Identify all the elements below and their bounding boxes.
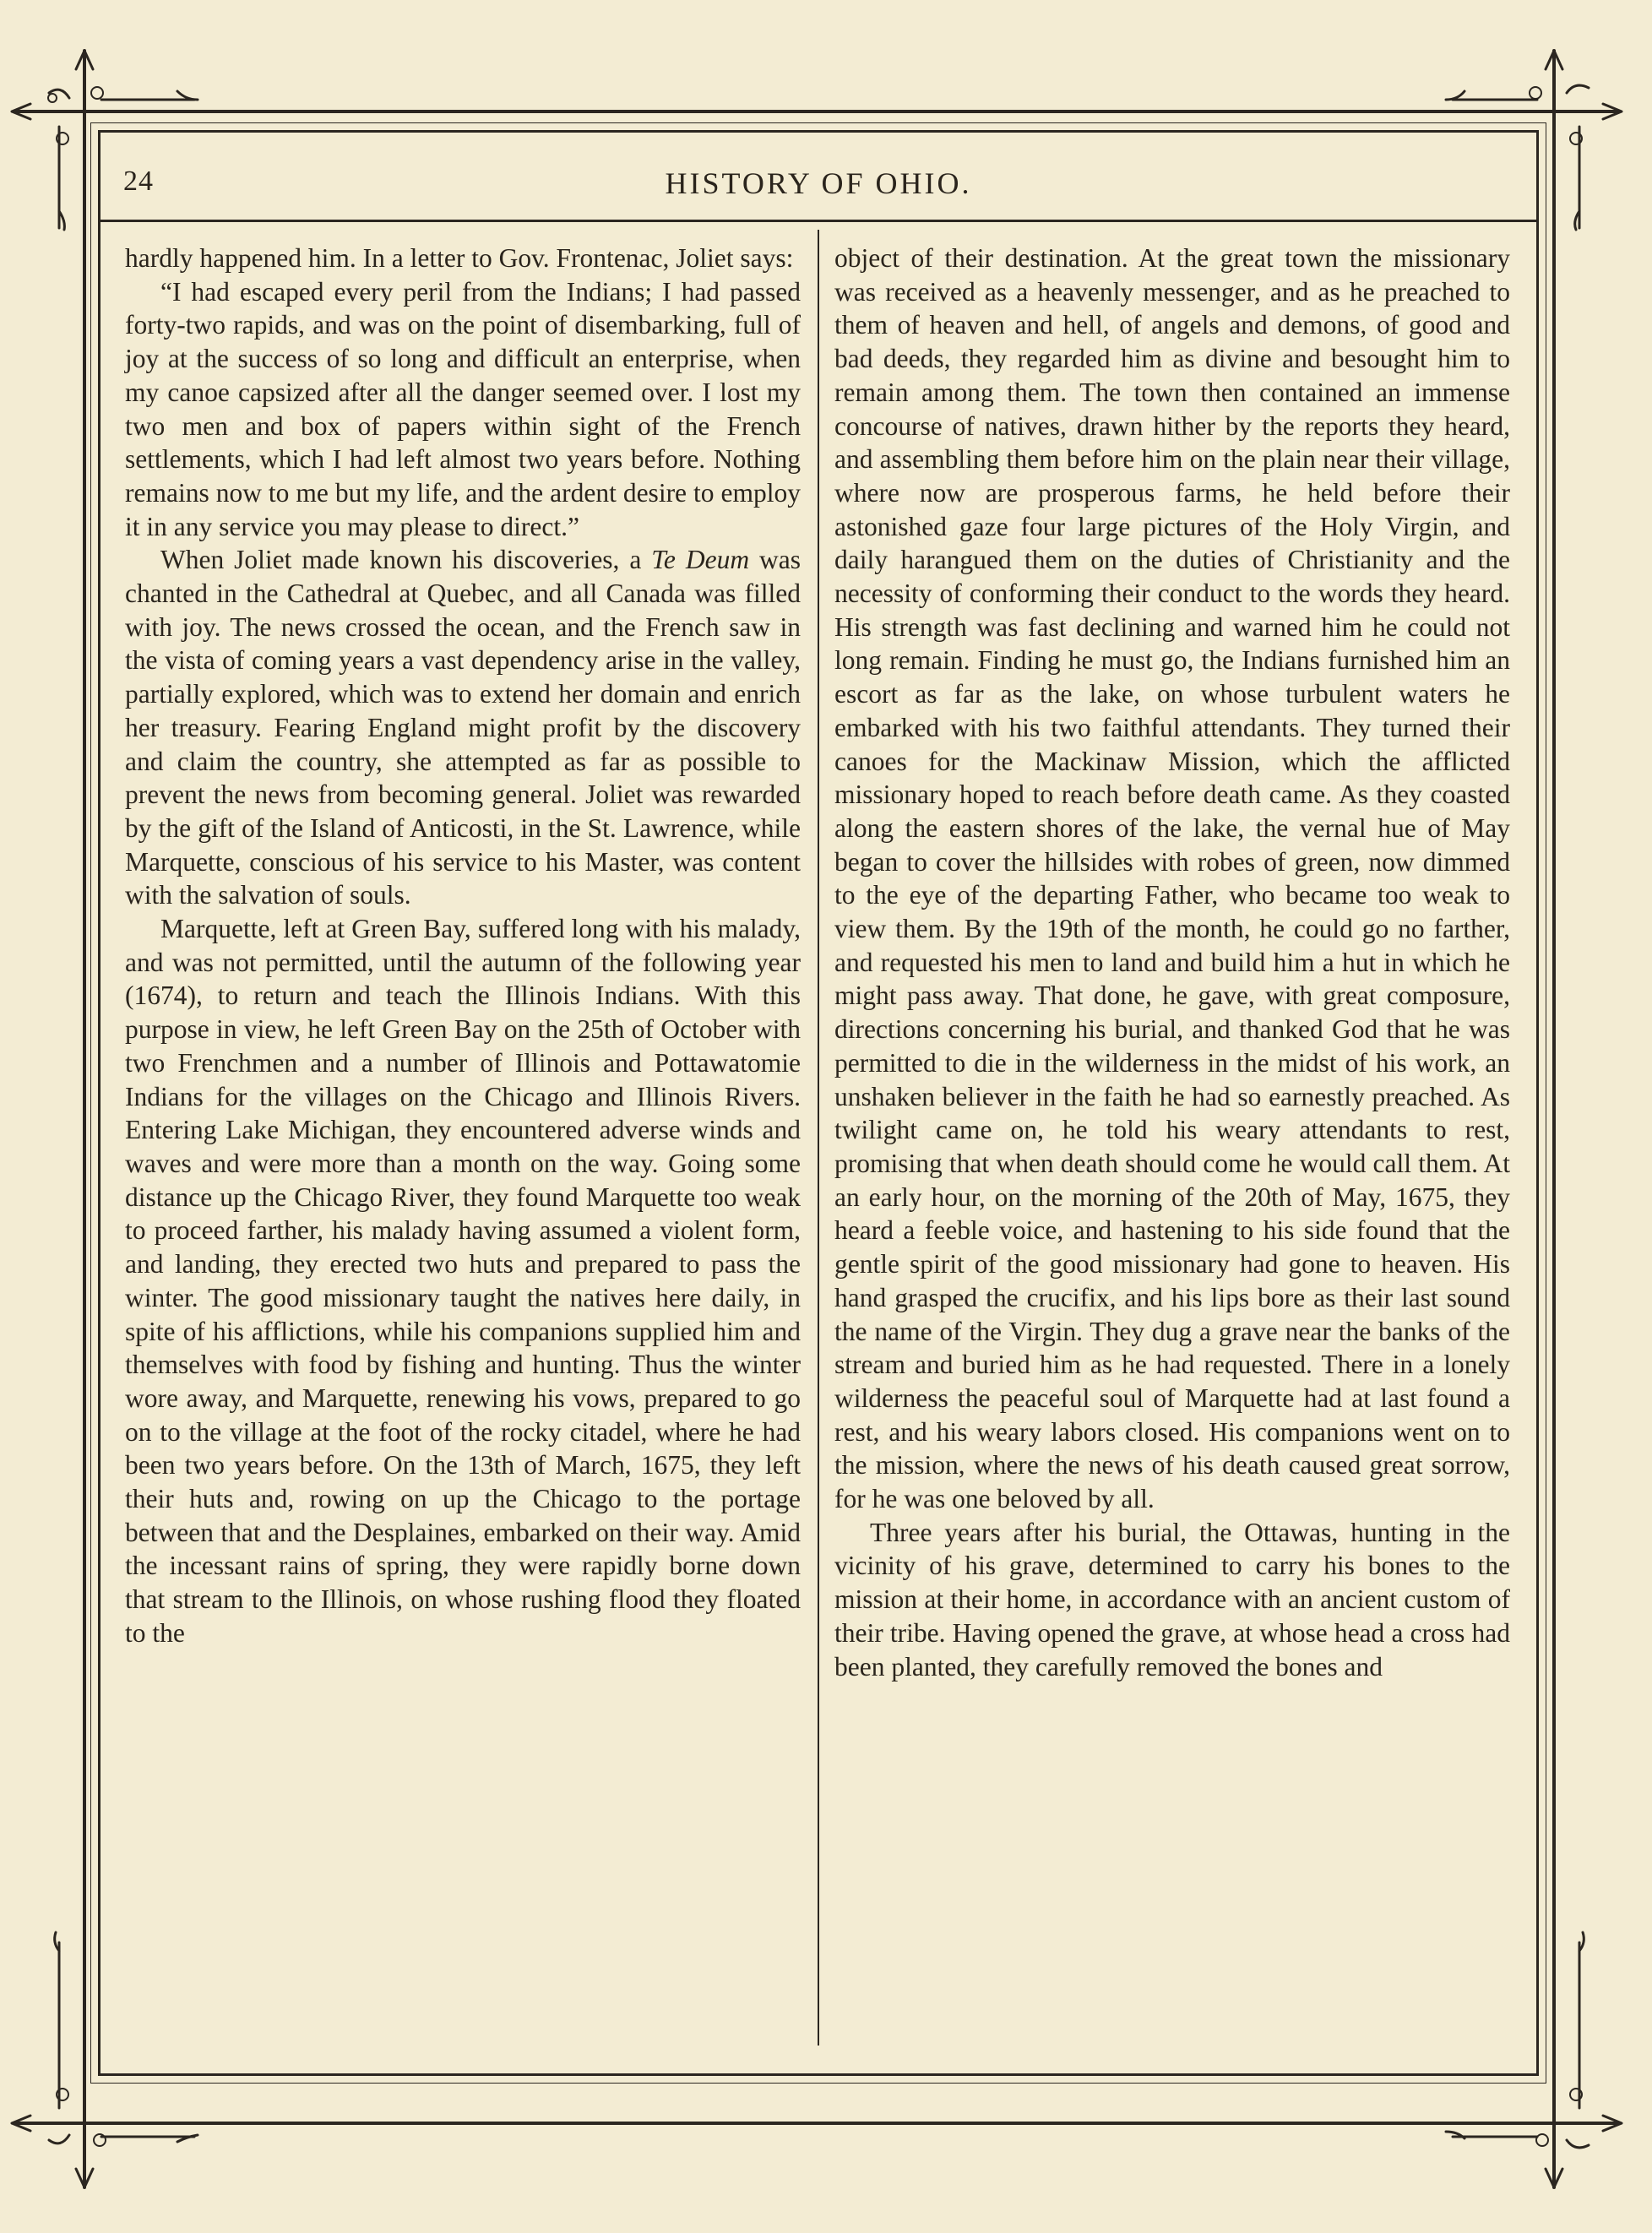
left-column [125, 242, 801, 1650]
page-title: HISTORY OF OHIO. [665, 166, 972, 200]
right-column [834, 242, 1510, 1683]
paragraph: object of their destination. At the great town the missionary was received as a heavenly messenger, and as he preached to them of heaven and hell, of angels and demons, of good and bad deeds, they regarded him as divine and besought him to remain among them. The town then contained an immense concourse of natives, drawn hither by the reports they heard, and assembling them before him on the plain near their village, where now are prosperous farms, he held before their astonished gaze four large pictures of the Holy Virgin, and daily harangued them on the duties of Christianity and the necessity of conforming their conduct to the words they heard. His strength was fast declining and warned him he could not long remain. Finding he must go, the Indians furnished him an escort as far as the lake, on whose turbulent waters he embarked with his two faithful attendants. They turned their canoes for the Mackinaw Mission, which the afflicted missionary hoped to reach before death came. As they coasted along the eastern shores of the lake, the vernal hue of May began to cover the hillsides with robes of green, now dimmed to the eye of the departing Father, who became too weak to view them. By the 19th of the month, he could go no farther, and requested his men to land and build him a hut in which he might pass away. That done, he gave, with great composure, directions concerning his burial, and thanked God that he was permitted to die in the wilderness in the midst of his work, an unshaken believer in the faith he had so earnestly preached. As twilight came on, he told his weary attendants to rest, promising that when death should come he would call them. At an early hour, on the morning of the 20th of May, 1675, they heard a feeble voice, and hastening to his side found that the gentle spirit of the good missionary had gone to heaven. His hand grasped the crucifix, and his lips bore as their last sound the name of the Virgin. They dug a grave near the banks of the stream and buried him as he had requested. There in a lonely wilderness the peaceful soul of Marquette had at last found a rest, and his weary labors closed. His companions went on to the mission, where the news of his death caused great sorrow, for he was one beloved by all. [834, 243, 1510, 1514]
page-number: 24 [123, 166, 154, 197]
quote-paragraph: “I had escaped every peril from the Indians; I had passed forty-two rapids, and was on the point of disembarking, full of joy at the success of so long and difficult an enterprise, when my canoe capsized after all the danger seemed over. I lost my two men and box of papers within sight of the French settlements, which I had left almost two years before. Nothing remains now to me but my life, and the ardent desire to employ it in any service you may please to direct.” [125, 276, 801, 541]
column-divider [818, 230, 819, 2046]
paragraph: Three years after his burial, the Ottawas, hunting in the vicinity of his grave, determined to carry his bones to the mission at their home, in accordance with an ancient custom of their tribe. Having opened the grave, at whose head a cross had been planted, they carefully removed the bones and [834, 1517, 1510, 1682]
paragraph [125, 543, 801, 912]
paragraph-text: was chanted in the Cathedral at Quebec, and all Canada was filled with joy. The news crossed the ocean, and the French saw in the vista of coming years a vast dependency arise in the valley, partially explored, which was to extend her domain and enrich her treasury. Fearing England might profit by the discovery and claim the country, she attempted as far as possible to prevent the news from becoming general. Joliet was rewarded by the gift of the Island of Anticosti, in the St. Lawrence, while Marquette, conscious of his service to his Master, was content with the salvation of souls. [125, 545, 802, 910]
paragraph: Marquette, left at Green Bay, suffered long with his malady, and was not permitted, until the autumn of the following year (1674), to return and teach the Illinois Indians. With this purpose in view, he left Green Bay on the 25th of October with two Frenchmen and a number of Illinois and Pottawatomie Indians for the villages on the Chicago and Illinois Rivers. Entering Lake Michigan, they encountered adverse winds and waves and were more than a month on the way. Going some distance up the Chicago River, they found Marquette too weak to proceed farther, his malady having assumed a violent form, and landing, they erected two huts and prepared to pass the winter. The good missionary taught the natives here daily, in spite of his afflictions, while his companions supplied him and themselves with food by fishing and hunting. Thus the winter wore away, and Marquette, renewing his vows, prepared to go on to the village at the foot of the rocky citadel, where he had been two years before. On the 13th of March, 1675, they left their huts and, rowing on up the Chicago to the portage between that and the Desplaines, embarked on their way. Amid the incessant rains of spring, they were rapidly borne down that stream to the Illinois, on whose rushing flood they floated to the [125, 914, 801, 1648]
running-head [98, 166, 1539, 208]
paragraph-text: When Joliet made known his discoveries, a [160, 545, 642, 575]
header-rule [100, 220, 1537, 222]
italic-term: Te Deum [651, 545, 750, 575]
paragraph: hardly happened him. In a letter to Gov. Frontenac, Joliet says: [125, 243, 794, 273]
